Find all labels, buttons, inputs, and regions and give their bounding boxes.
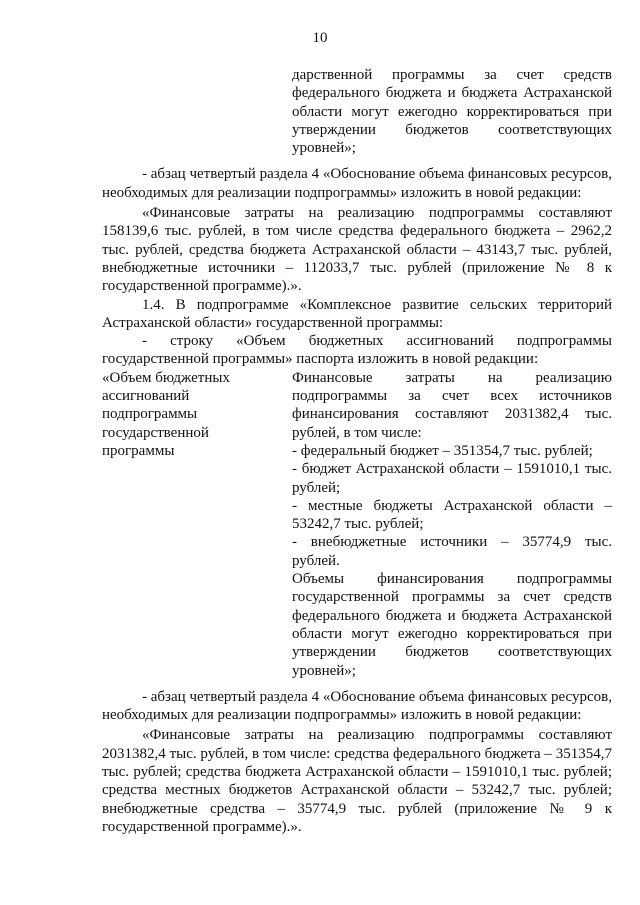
- document-body: [102, 66, 612, 836]
- continued-cell-text: дарственной программы за счет средств федерального бюджета и бюджета Астраханской области могут ежегодно корректироваться при утверждении бюджетов соответствующих уровней»;: [292, 67, 612, 157]
- passport-line: Объемы финансирования подпрограммы государственной программы за счет средств федерального бюджета и бюджета Астраханской области могут ежегодно корректироваться при утверждении бюджетов соответствующих уровней»;: [292, 571, 612, 679]
- passport-row-label: «Объем бюджетных ассигнований подпрограммы государственной программы: [102, 369, 230, 459]
- amendment-paragraph-2: - строку «Объем бюджетных ассигнований подпрограммы государственной программы» паспорта изложить в новой редакции:: [102, 333, 612, 368]
- passport-line: Финансовые затраты на реализацию подпрограммы за счет всех источников финансирования составляют 2031382,4 тыс. рублей, в том числе:: [292, 369, 612, 441]
- passport-line: - бюджет Астраханской области – 1591010,1 тыс. рублей;: [292, 461, 612, 496]
- section-heading-1-4: 1.4. В подпрограмме «Комплексное развитие сельских территорий Астраханской области» государственной программы:: [102, 296, 612, 331]
- passport-row-value: [292, 369, 612, 680]
- passport-line: - местные бюджеты Астраханской области – 53242,7 тыс. рублей;: [292, 497, 612, 533]
- amendment-paragraph-3: - абзац четвертый раздела 4 «Обоснование объема финансовых ресурсов, необходимых для реализации подпрограммы» изложить в новой редакции:: [102, 688, 612, 724]
- amendment-paragraph-1: - абзац четвертый раздела 4 «Обоснование объема финансовых ресурсов, необходимых для реализации подпрограммы» изложить в новой редакции:: [102, 166, 612, 201]
- page-number: 10: [312, 30, 328, 46]
- passport-line: - федеральный бюджет – 351354,7 тыс. рублей;: [292, 442, 593, 459]
- passport-row: [102, 369, 612, 680]
- quoted-paragraph-2: «Финансовые затраты на реализацию подпрограммы составляют 2031382,4 тыс. рублей, в том числе: средства федерального бюджета – 351354,7 тыс. рублей; средства бюджета Астраханской области – 1591010,1 тыс. рублей; средства местных бюджетов Астраханской области – 53242,7 тыс. рублей; внебюджетные средства – 35774,9 тыс. рублей (приложение № 9 к государственной программе).».: [102, 727, 612, 835]
- passport-line: - внебюджетные источники – 35774,9 тыс. рублей.: [292, 534, 612, 569]
- quoted-paragraph-1: «Финансовые затраты на реализацию подпрограммы составляют 158139,6 тыс. рублей, в том числе средства федерального бюджета – 2962,2 тыс. рублей, средства бюджета Астраханской области – 43143,7 тыс. рублей, внебюджетные источники – 112033,7 тыс. рублей (приложение № 8 к государственной программе).».: [102, 205, 612, 295]
